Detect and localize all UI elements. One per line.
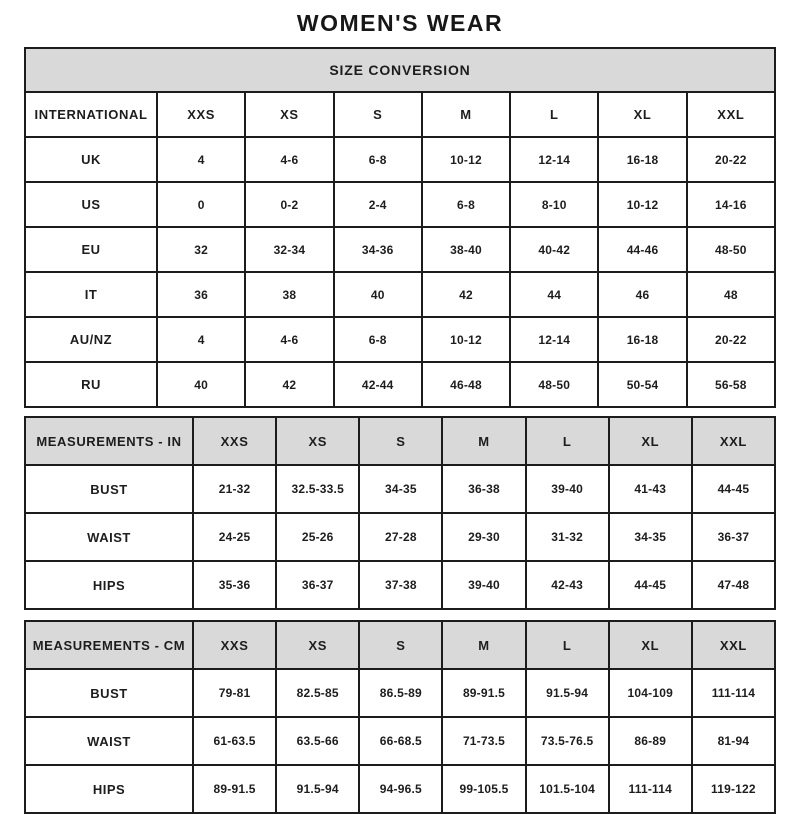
value-cell: 40 [157,362,245,407]
table-banner: SIZE CONVERSION [25,48,775,92]
value-cell: 42 [422,272,510,317]
value-cell: 40 [334,272,422,317]
value-cell: 39-40 [526,465,609,513]
value-cell: 47-48 [692,561,775,609]
size-header-cell: S [359,621,442,669]
value-cell: 31-32 [526,513,609,561]
row-label: UK [25,137,157,182]
size-header-cell: XXL [692,417,775,465]
size-header-cell: XL [609,621,692,669]
table-header-row [25,92,775,137]
table-row [25,765,775,813]
row-label: WAIST [25,717,193,765]
value-cell: 6-8 [334,317,422,362]
value-cell: 36-37 [692,513,775,561]
row-label: HIPS [25,561,193,609]
value-cell: 42-44 [334,362,422,407]
value-cell: 104-109 [609,669,692,717]
table-banner-row [25,48,775,92]
value-cell: 6-8 [334,137,422,182]
value-cell: 32.5-33.5 [276,465,359,513]
value-cell: 46-48 [422,362,510,407]
value-cell: 36-38 [442,465,525,513]
page-title: WOMEN'S WEAR [296,10,504,36]
value-cell: 16-18 [598,317,686,362]
value-cell: 119-122 [692,765,775,813]
size-header-cell: S [359,417,442,465]
row-label: US [25,182,157,227]
measurements-cm-table [24,620,776,814]
value-cell: 81-94 [692,717,775,765]
row-label: BUST [25,465,193,513]
value-cell: 101.5-104 [526,765,609,813]
value-cell: 20-22 [687,317,775,362]
row-label: BUST [25,669,193,717]
row-label: RU [25,362,157,407]
size-header-cell: L [526,417,609,465]
value-cell: 8-10 [510,182,598,227]
value-cell: 42 [245,362,333,407]
size-header-cell: XS [245,92,333,137]
value-cell: 4 [157,317,245,362]
size-header-cell: M [422,92,510,137]
value-cell: 34-35 [359,465,442,513]
value-cell: 12-14 [510,137,598,182]
value-cell: 50-54 [598,362,686,407]
value-cell: 32 [157,227,245,272]
value-cell: 24-25 [193,513,276,561]
value-cell: 27-28 [359,513,442,561]
value-cell: 89-91.5 [442,669,525,717]
value-cell: 66-68.5 [359,717,442,765]
size-header-cell: L [510,92,598,137]
value-cell: 86.5-89 [359,669,442,717]
value-cell: 21-32 [193,465,276,513]
value-cell: 44-45 [609,561,692,609]
value-cell: 2-4 [334,182,422,227]
table-header-row [25,417,775,465]
value-cell: 40-42 [510,227,598,272]
size-header-cell: XL [598,92,686,137]
size-header-cell: XXS [193,621,276,669]
value-cell: 34-35 [609,513,692,561]
value-cell: 12-14 [510,317,598,362]
value-cell: 71-73.5 [442,717,525,765]
size-header-cell: S [334,92,422,137]
table-row [25,465,775,513]
value-cell: 16-18 [598,137,686,182]
value-cell: 29-30 [442,513,525,561]
value-cell: 32-34 [245,227,333,272]
value-cell: 91.5-94 [276,765,359,813]
value-cell: 86-89 [609,717,692,765]
table-row [25,717,775,765]
value-cell: 4-6 [245,317,333,362]
measurements-in-table [24,416,776,610]
value-cell: 63.5-66 [276,717,359,765]
value-cell: 4-6 [245,137,333,182]
value-cell: 36 [157,272,245,317]
value-cell: 91.5-94 [526,669,609,717]
value-cell: 111-114 [609,765,692,813]
value-cell: 14-16 [687,182,775,227]
table-row [25,513,775,561]
value-cell: 99-105.5 [442,765,525,813]
value-cell: 6-8 [422,182,510,227]
size-header-cell: XL [609,417,692,465]
value-cell: 37-38 [359,561,442,609]
header-label-cell: MEASUREMENTS - CM [25,621,193,669]
value-cell: 44-46 [598,227,686,272]
value-cell: 79-81 [193,669,276,717]
value-cell: 48-50 [687,227,775,272]
value-cell: 10-12 [422,317,510,362]
size-header-cell: L [526,621,609,669]
value-cell: 25-26 [276,513,359,561]
table-row [25,362,775,407]
value-cell: 44-45 [692,465,775,513]
row-label: HIPS [25,765,193,813]
value-cell: 48-50 [510,362,598,407]
value-cell: 36-37 [276,561,359,609]
header-label-cell: MEASUREMENTS - IN [25,417,193,465]
value-cell: 61-63.5 [193,717,276,765]
size-header-cell: XXL [692,621,775,669]
value-cell: 20-22 [687,137,775,182]
row-label: IT [25,272,157,317]
value-cell: 42-43 [526,561,609,609]
value-cell: 56-58 [687,362,775,407]
value-cell: 44 [510,272,598,317]
size-header-cell: XXS [193,417,276,465]
size-header-cell: XXS [157,92,245,137]
row-label: AU/NZ [25,317,157,362]
table-row [25,137,775,182]
value-cell: 4 [157,137,245,182]
value-cell: 0-2 [245,182,333,227]
value-cell: 10-12 [422,137,510,182]
value-cell: 46 [598,272,686,317]
value-cell: 48 [687,272,775,317]
value-cell: 73.5-76.5 [526,717,609,765]
row-label: EU [25,227,157,272]
size-header-cell: M [442,417,525,465]
table-row [25,561,775,609]
value-cell: 34-36 [334,227,422,272]
value-cell: 35-36 [193,561,276,609]
value-cell: 0 [157,182,245,227]
value-cell: 82.5-85 [276,669,359,717]
header-label-cell: INTERNATIONAL [25,92,157,137]
value-cell: 89-91.5 [193,765,276,813]
table-row [25,317,775,362]
value-cell: 94-96.5 [359,765,442,813]
table-header-row [25,621,775,669]
value-cell: 111-114 [692,669,775,717]
value-cell: 39-40 [442,561,525,609]
value-cell: 38 [245,272,333,317]
table-row [25,182,775,227]
table-row [25,272,775,317]
size-header-cell: XXL [687,92,775,137]
value-cell: 10-12 [598,182,686,227]
table-row [25,669,775,717]
table-row [25,227,775,272]
value-cell: 38-40 [422,227,510,272]
size-header-cell: XS [276,621,359,669]
value-cell: 41-43 [609,465,692,513]
row-label: WAIST [25,513,193,561]
size-header-cell: M [442,621,525,669]
size-header-cell: XS [276,417,359,465]
size-conversion-table [24,47,776,408]
